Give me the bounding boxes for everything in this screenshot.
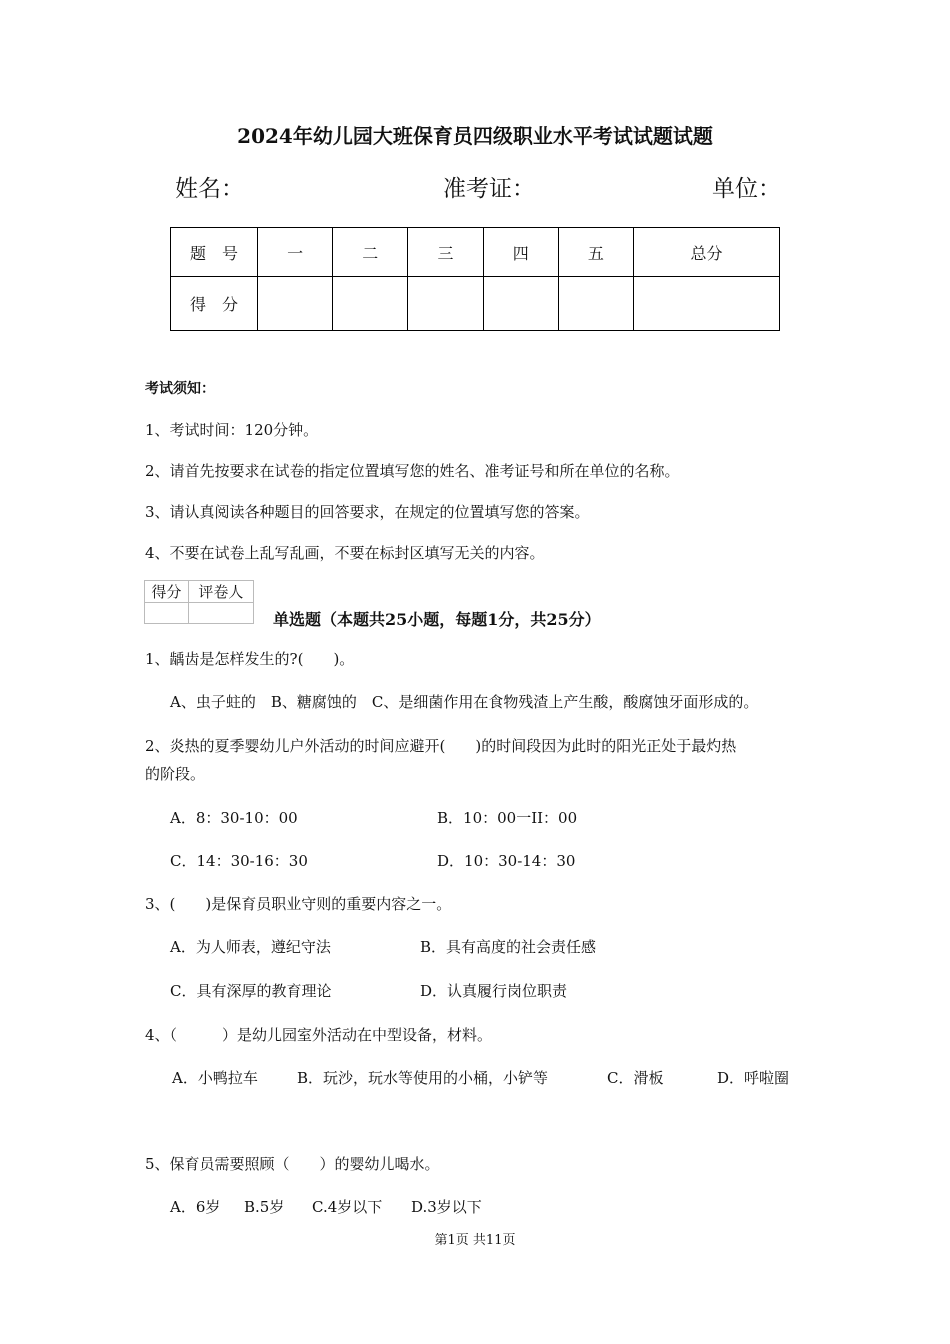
question-2-option-c: C．14：30-16：30 xyxy=(170,852,308,870)
question-5-option-d: D.3岁以下 xyxy=(411,1198,482,1216)
score-cell-2[interactable] xyxy=(333,277,408,331)
question-1-options: A、虫子蛀的 B、糖腐蚀的 C、是细菌作用在食物残渣上产生酸，酸腐蚀牙面形成的。 xyxy=(170,693,759,711)
question-4-option-d: D．呼啦圈 xyxy=(717,1069,790,1087)
grader-box xyxy=(144,580,254,624)
question-2-option-a: A．8：30-10：00 xyxy=(170,809,298,827)
question-3-option-d: D．认真履行岗位职责 xyxy=(420,982,568,1000)
score-table-score-row xyxy=(171,277,780,331)
question-4-option-a: A．小鸭拉车 xyxy=(172,1069,258,1087)
grader-score-label: 得分 xyxy=(145,581,189,603)
score-cell-5[interactable] xyxy=(558,277,633,331)
score-cell-total[interactable] xyxy=(634,277,780,331)
score-cell-3[interactable] xyxy=(408,277,483,331)
unit-field-label: 单位： xyxy=(712,176,781,202)
score-header-2: 二 xyxy=(333,228,408,277)
notice-item: 2、请首先按要求在试卷的指定位置填写您的姓名、准考证号和所在单位的名称。 xyxy=(145,462,680,480)
question-2-stem: 2、炎热的夏季婴幼儿户外活动的时间应避开( )的时间段因为此时的阳光正处于最灼热 xyxy=(145,737,737,755)
score-header-5: 五 xyxy=(558,228,633,277)
score-table xyxy=(170,227,780,331)
grader-reviewer-cell[interactable] xyxy=(188,603,253,624)
question-1-stem: 1、龋齿是怎样发生的?( )。 xyxy=(145,650,355,668)
score-header-3: 三 xyxy=(408,228,483,277)
question-5-option-c: C.4岁以下 xyxy=(312,1198,383,1216)
score-cell-1[interactable] xyxy=(258,277,333,331)
question-3-option-c: C．具有深厚的教育理论 xyxy=(170,982,332,1000)
question-2-option-b: B．10：00一II：00 xyxy=(437,809,578,827)
question-4-option-b: B．玩沙，玩水等使用的小桶，小铲等 xyxy=(297,1069,549,1087)
section-title: 单选题（本题共25小题，每题1分，共25分） xyxy=(273,610,601,629)
question-4-option-c: C．滑板 xyxy=(607,1069,664,1087)
page-footer: 第1页 共11页 xyxy=(434,1233,516,1248)
question-2-stem-cont: 的阶段。 xyxy=(145,765,206,783)
question-3-stem: 3、( )是保育员职业守则的重要内容之一。 xyxy=(145,895,452,913)
grader-score-cell[interactable] xyxy=(145,603,189,624)
exam-id-field-label: 准考证： xyxy=(443,176,535,202)
question-2-option-d: D．10：30-14：30 xyxy=(437,852,576,870)
question-5-stem: 5、保育员需要照顾（ ）的婴幼儿喝水。 xyxy=(145,1155,440,1173)
score-cell-4[interactable] xyxy=(483,277,558,331)
question-5-option-a: A．6岁 xyxy=(170,1198,221,1216)
score-row-label: 得 分 xyxy=(171,277,258,331)
score-header-4: 四 xyxy=(483,228,558,277)
notice-item: 3、请认真阅读各种题目的回答要求，在规定的位置填写您的答案。 xyxy=(145,503,590,521)
question-5-option-b: B.5岁 xyxy=(244,1198,285,1216)
score-header-label: 题 号 xyxy=(171,228,258,277)
page-title: 2024年幼儿园大班保育员四级职业水平考试试题试题 xyxy=(237,124,713,148)
notice-item: 4、不要在试卷上乱写乱画，不要在标封区填写无关的内容。 xyxy=(145,544,545,562)
question-3-option-b: B．具有高度的社会责任感 xyxy=(420,938,597,956)
score-header-1: 一 xyxy=(258,228,333,277)
name-field-label: 姓名： xyxy=(175,176,244,202)
question-3-option-a: A．为人师表，遵纪守法 xyxy=(170,938,331,956)
score-table-header-row xyxy=(171,228,780,277)
grader-reviewer-label: 评卷人 xyxy=(188,581,253,603)
notice-item: 1、考试时间：120分钟。 xyxy=(145,421,319,439)
score-header-total: 总分 xyxy=(634,228,780,277)
question-4-stem: 4、（ ）是幼儿园室外活动在中型设备，材料。 xyxy=(145,1026,493,1044)
notice-heading: 考试须知： xyxy=(145,381,215,397)
